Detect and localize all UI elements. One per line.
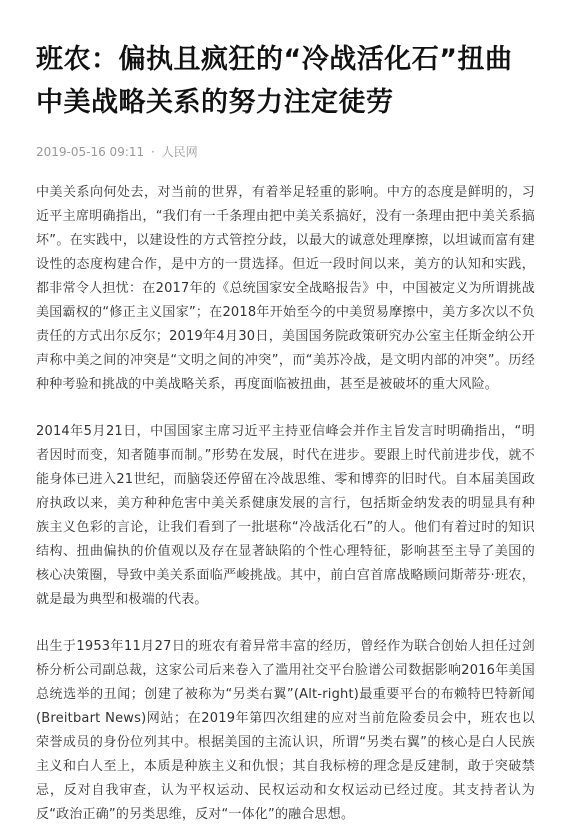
article-body [36, 181, 535, 827]
article-paragraph: 中美关系向何处去，对当前的世界，有着举足轻重的影响。中方的态度是鲜明的，习近平主席明确指出，“我们有一千条理由把中美关系搞好，没有一条理由把中美关系搞坏”。在实践中，以建设性的方式管控分歧，以最大的诚意处理摩擦，以坦诚而富有建设性的态度构建合作，是中方的一贯选择。但近一段时间以来，美方的认知和实践，都非常令人担忧：在2017年的《总统国家安全战略报告》中，中国被定义为所谓挑战美国霸权的“修正主义国家”；在2018年开始至今的中美贸易摩擦中，美方多次以不负责任的方式出尔反尔；2019年4月30日，美国国务院政策研究办公室主任斯金纳公开声称中美之间的冲突是“文明之间的冲突”，而“美苏冷战，是文明内部的冲突”。历经种种考验和挑战的中美战略关系，再度面临被扭曲，甚至是被破坏的重大风险。 [36, 185, 535, 392]
article-title: 班农：偏执且疯狂的“冷战活化石”扭曲中美战略关系的努力注定徒劳 [36, 44, 513, 118]
meta-separator: · [150, 145, 155, 159]
source-name: 人民网 [161, 145, 198, 159]
article-paragraph: 2014年5月21日，中国国家主席习近平主持亚信峰会并作主旨发言时明确指出，“明者因时而变，知者随事而制。”形势在发展，时代在进步。要跟上时代前进步伐，就不能身体已进入21世纪，而脑袋还停留在冷战思维、零和博弈的旧时代。自本届美国政府执政以来，美方种种危害中美关系健康发展的言行，包括斯金纳发表的明显具有种族主义色彩的言论，让我们看到了一批堪称“冷战活化石”的人。他们有着过时的知识结构、扭曲偏执的价值观以及存在显著缺陷的个性心理特征，影响甚至主导了美国的核心决策圈，导致中美关系面临严峻挑战。其中，前白宫首席战略顾问斯蒂芬·班农，就是最为典型和极端的代表。 [36, 424, 535, 607]
article-meta [36, 144, 535, 160]
article-paragraph: 出生于1953年11月27日的班农有着异常丰富的经历，曾经作为联合创始人担任过剑桥分析公司副总裁，这家公司后来卷入了滥用社交平台脸谱公司数据影响2016年美国总统选举的丑闻；创建了被称为“另类右翼”(Alt-right)最重要平台的布赖特巴特新闻(Breitbart News)网站；在2019年第四次组建的应对当前危险委员会中，班农也以荣誉成员的身份位列其中。根据美国的主流认识，所谓“另类右翼”的核心是白人民族主义和白人至上，本质是种族主义和仇恨；其自我标榜的理念是反建制，敢于突破禁忌，反对自我审查，认为平权运动、民权运动和女权运动已经过度。其支持者认为反“政治正确”的另类思维，反对“一体化”的融合思想。 [36, 639, 535, 822]
publish-datetime: 2019-05-16 09:11 [36, 145, 145, 159]
